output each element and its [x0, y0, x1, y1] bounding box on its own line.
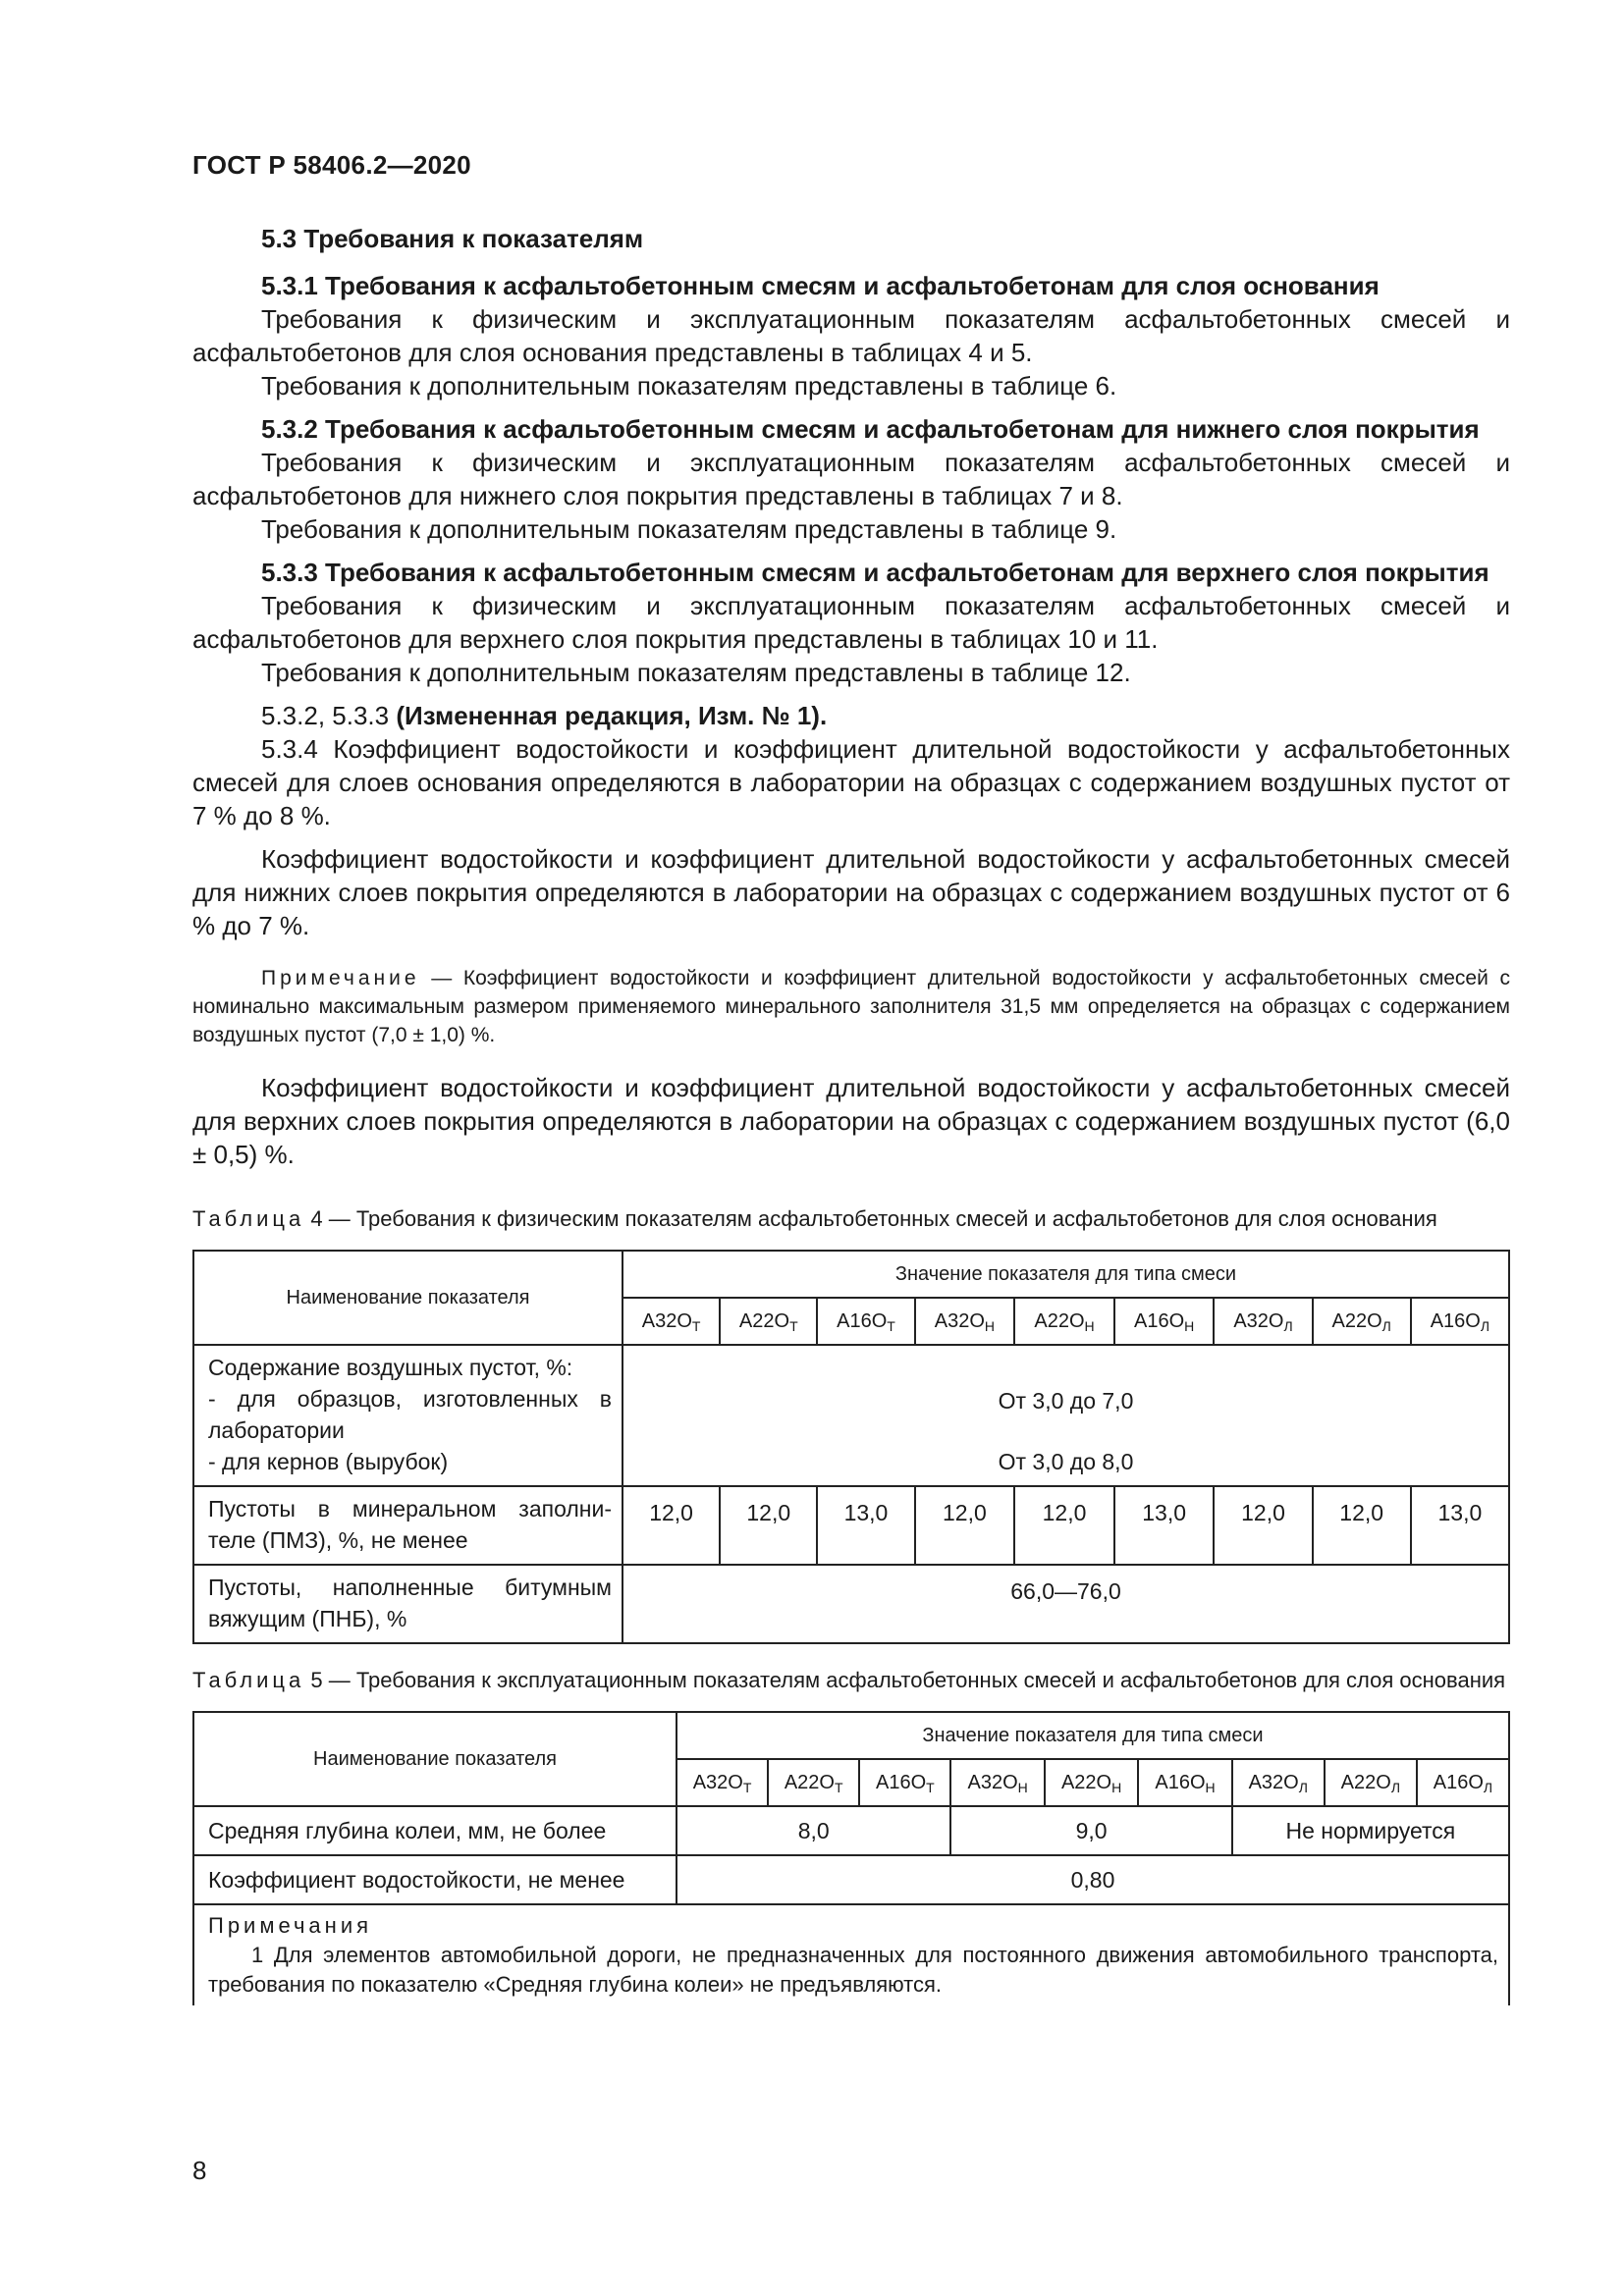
table5-type-a32on: $А32О_Н$: [950, 1759, 1044, 1806]
table5-row1-value-l: Не нормируется: [1232, 1806, 1509, 1855]
table4-row2-value: 12,0: [1313, 1486, 1411, 1565]
table4-row2-value: 12,0: [915, 1486, 1015, 1565]
table4-row2-value: 12,0: [623, 1486, 720, 1565]
table5-row2-value: 0,80: [677, 1855, 1509, 1904]
clause-5-3-2-ref: Требования к дополнительным показателям представлены в таблице 9.: [261, 514, 1117, 544]
table4-caption: [192, 1204, 1510, 1234]
table4-row3-label: Пустоты, наполненные битумным вяжущим (ПНБ), %: [193, 1565, 623, 1643]
note-text: — Коэффициент водостойкости и коэффициент длительной водостойкости у асфальтобетонных смесей с номинально максимальным размером применяемого минерального заполнителя 31,5 мм определяется на образцах с содержанием воздушных пустот (7,0 ± 1,0) %.: [192, 967, 1510, 1046]
table4-header-group: Значение показателя для типа смеси: [623, 1251, 1509, 1298]
table5-type-a32ot: $А32О_Т$: [677, 1759, 768, 1806]
clause-5-3-1-text: Требования к физическим и эксплуатационным показателям асфальтобетонных смесей и асфальтобетонов для слоя основания представлены в таблицах 4 и 5.: [192, 304, 1510, 367]
table4-row2-value: 13,0: [1114, 1486, 1215, 1565]
table5: [192, 1711, 1510, 2005]
table4-row3-value: 66,0—76,0: [623, 1565, 1509, 1643]
table5-type-a22on: $А22О_Н$: [1045, 1759, 1138, 1806]
table-row: [193, 1904, 1509, 2005]
clause-5-3-2-title: 5.3.2 Требования к асфальтобетонным смесям и асфальтобетонам для нижнего слоя покрытия: [261, 414, 1480, 444]
table4-row2-value: 13,0: [1411, 1486, 1509, 1565]
clause-5-3-1-title: 5.3.1 Требования к асфальтобетонным смесям и асфальтобетонам для слоя основания: [261, 271, 1380, 300]
amendment-clauses: 5.3.2, 5.3.3: [261, 701, 390, 730]
clause-5-3-3-text: Требования к физическим и эксплуатационным показателям асфальтобетонных смесей и асфальтобетонов для верхнего слоя покрытия представлены в таблицах 10 и 11.: [192, 591, 1510, 654]
clause-5-3-4-upper-layers: Коэффициент водостойкости и коэффициент длительной водостойкости у асфальтобетонных смесей для верхних слоев покрытия определяются в лаборатории на образцах с содержанием воздушных пустот (6,0 ± 0,5) %.: [192, 1073, 1510, 1169]
table-row: [193, 1345, 1509, 1486]
section-heading: 5.3 Требования к показателям: [261, 224, 644, 253]
table5-row2-label: Коэффициент водостойкости, не менее: [193, 1855, 677, 1904]
table5-type-a16ol: $А16О_Л$: [1417, 1759, 1509, 1806]
clause-5-3-4-lower-layers: Коэффициент водостойкости и коэффициент длительной водостойкости у асфальтобетонных смесей для нижних слоев покрытия определяются в лаборатории на образцах с содержанием воздушных пустот от 6 % до 7 %.: [192, 844, 1510, 940]
table5-type-a16ot: $А16О_Т$: [859, 1759, 950, 1806]
table-row: [193, 1806, 1509, 1855]
table5-caption: [192, 1666, 1510, 1695]
clause-5-3-2-text: Требования к физическим и эксплуатационным показателям асфальтобетонных смесей и асфальтобетонов для нижнего слоя покрытия представлены в таблицах 7 и 8.: [192, 448, 1510, 510]
table4-title: 4 — Требования к физическим показателям асфальтобетонных смесей и асфальтобетонов для слоя основания: [304, 1206, 1437, 1231]
table4-row1-value-lab: От 3,0 до 7,0: [998, 1388, 1134, 1414]
table4-row2-value: 12,0: [1014, 1486, 1114, 1565]
table5-type-a22ot: $А22О_Т$: [768, 1759, 859, 1806]
table5-title: 5 — Требования к эксплуатационным показателям асфальтобетонных смесей и асфальтобетонов для слоя основания: [304, 1668, 1506, 1692]
table5-type-a32ol: $А32О_Л$: [1232, 1759, 1325, 1806]
table4-type-a22ol: $А22О_Л$: [1313, 1298, 1411, 1345]
table4-row2-value: 12,0: [720, 1486, 817, 1565]
table4-type-a16on: $А16О_Н$: [1114, 1298, 1215, 1345]
clause-5-3-4-text: 5.3.4 Коэффициент водостойкости и коэффициент длительной водостойкости у асфальтобетонных смесей для слоев основания определяются в лаборатории на образцах с содержанием воздушных пустот от 7 % до 8 %.: [192, 734, 1510, 830]
table-row: [193, 1855, 1509, 1904]
amendment-label: (Измененная редакция, Изм. № 1).: [396, 701, 828, 730]
clause-5-3-1-ref: Требования к дополнительным показателям представлены в таблице 6.: [261, 371, 1117, 400]
table5-label: Таблица: [192, 1668, 305, 1692]
table4-row2-value: 13,0: [817, 1486, 914, 1565]
table5-notes-label: Примечания: [208, 1913, 373, 1938]
table4-type-a16ol: $А16О_Л$: [1411, 1298, 1509, 1345]
table4-row1-value-core: От 3,0 до 8,0: [998, 1449, 1134, 1474]
page-content: [192, 222, 1510, 2005]
table4-type-a22on: $А22О_Н$: [1014, 1298, 1114, 1345]
page-number: 8: [192, 2156, 207, 2185]
table-row: [193, 1486, 1509, 1565]
table5-type-a16on: $А16О_Н$: [1138, 1759, 1231, 1806]
table4-type-a32ot: $А32О_Т$: [623, 1298, 720, 1345]
table5-note-1: 1 Для элементов автомобильной дороги, не предназначенных для постоянного движения автомобильного транспорта, требования по показателю «Средняя глубина колеи» не предъявляются.: [208, 1943, 1498, 1997]
table4-row1-label: Содержание воздушных пустот, %: - для образцов, изготовленных в лаборатории - для кернов (вырубок): [193, 1345, 623, 1486]
table4-row2-value: 12,0: [1214, 1486, 1312, 1565]
table5-type-a22ol: $А22О_Л$: [1325, 1759, 1417, 1806]
table5-row1-value-t: 8,0: [677, 1806, 950, 1855]
clause-5-3-3-ref: Требования к дополнительным показателям представлены в таблице 12.: [261, 658, 1131, 687]
note-paragraph: [192, 964, 1510, 1049]
table-row: [193, 1565, 1509, 1643]
table4-row1-values: [623, 1345, 1509, 1486]
table4-header-name: Наименование показателя: [193, 1251, 623, 1345]
standard-title: ГОСТ Р 58406.2—2020: [192, 150, 471, 180]
table4-label: Таблица: [192, 1206, 305, 1231]
table5-row1-value-n: 9,0: [950, 1806, 1231, 1855]
table4: [192, 1250, 1510, 1644]
table5-header-name: Наименование показателя: [193, 1712, 677, 1806]
clause-5-3-3-title: 5.3.3 Требования к асфальтобетонным смесям и асфальтобетонам для верхнего слоя покрытия: [261, 558, 1489, 587]
table5-row1-label: Средняя глубина колеи, мм, не более: [193, 1806, 677, 1855]
table4-type-a16ot: $А16О_Т$: [817, 1298, 914, 1345]
table5-header-group: Значение показателя для типа смеси: [677, 1712, 1509, 1759]
table4-type-a32ol: $А32О_Л$: [1214, 1298, 1312, 1345]
table4-row2-label: Пустоты в минеральном заполни- теле (ПМЗ), %, не менее: [193, 1486, 623, 1565]
table5-notes: [193, 1904, 1509, 2005]
table4-type-a32on: $А32О_Н$: [915, 1298, 1015, 1345]
note-label: Примечание: [261, 967, 420, 989]
table4-type-a22ot: $А22О_Т$: [720, 1298, 817, 1345]
amendment-note: [192, 699, 1510, 732]
